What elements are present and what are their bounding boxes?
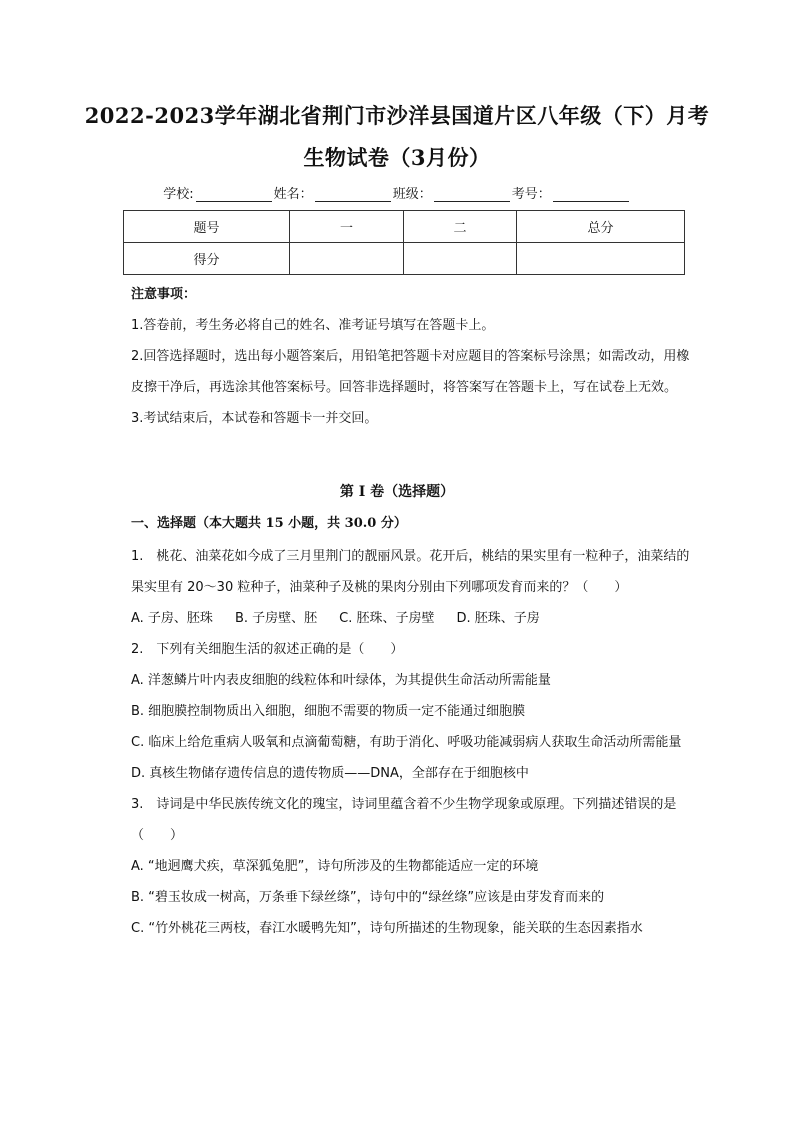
name-blank [315, 187, 391, 202]
question-list [131, 541, 697, 944]
question-3 [131, 789, 697, 944]
option-a: A. 洋葱鳞片叶内表皮细胞的线粒体和叶绿体，为其提供生命活动所需能量 [131, 673, 551, 688]
option-a: A. “地迥鹰犬疾，草深狐兔肥”，诗句所涉及的生物都能适应一定的环境 [131, 859, 539, 874]
class-field [393, 186, 512, 204]
option-b: B. “碧玉妆成一树高，万条垂下绿丝绦”，诗句中的“绿丝绦”应该是由芽发育而来的 [131, 890, 605, 905]
school-field [163, 186, 273, 204]
question-1 [131, 541, 697, 634]
score-table [123, 210, 685, 275]
score-table-score-row [124, 243, 685, 275]
school-label: 学校: [163, 187, 194, 202]
question-stem: 1. 桃花、油菜花如今成了三月里荆门的靓丽风景。花开后，桃结的果实里有一粒种子，油菜结的果实里有 20～30 粒种子，油菜种子及桃的果肉分别由下列哪项发育而来的？（ ） [131, 549, 690, 595]
notice-item-2: 2.回答选择题时，选出每小题答案后，用铅笔把答题卡对应题目的答案标号涂黑；如需改动，用橡皮擦干净后，再选涂其他答案标号。回答非选择题时，将答案写在答题卡上，写在试卷上无效。 [131, 349, 690, 395]
option-a: A. 子房、胚珠 [131, 611, 213, 626]
exam-title-line2: 生物试卷（3月份） [303, 145, 491, 170]
question-stem: 2. 下列有关细胞生活的叙述正确的是（ ） [131, 642, 404, 657]
notice-heading: 注意事项： [131, 287, 197, 302]
score-cell-part2-value [404, 243, 517, 275]
name-label: 姓名： [273, 187, 313, 202]
section-title: 第 I 卷（选择题） [339, 484, 455, 500]
option-d: D. 真核生物储存遗传信息的遗传物质——DNA，全部存在于细胞核中 [131, 766, 529, 781]
score-cell-total: 总分 [517, 211, 685, 243]
student-info-row [0, 186, 794, 204]
exam-number-label: 考号： [511, 187, 551, 202]
option-b: B. 细胞膜控制物质出入细胞，细胞不需要的物质一定不能通过细胞膜 [131, 704, 526, 719]
notice-item-3: 3.考试结束后，本试卷和答题卡一并交回。 [131, 411, 378, 426]
score-cell-part2: 二 [404, 211, 517, 243]
option-d: D. 胚珠、子房 [456, 611, 540, 626]
question-stem: 3. 诗词是中华民族传统文化的瑰宝，诗词里蕴含着不少生物学现象或原理。下列描述错误的是（ ） [131, 797, 677, 843]
question-options [131, 603, 697, 634]
option-c: C. “竹外桃花三两枝，春江水暖鸭先知”，诗句所描述的生物现象，能关联的生态因素指水 [131, 921, 643, 936]
option-c: C. 胚珠、子房壁 [339, 611, 435, 626]
exam-title-line1: 2022-2023学年湖北省荆门市沙洋县国道片区八年级（下）月考 [84, 103, 710, 128]
score-cell-part1: 一 [290, 211, 404, 243]
exam-number-field [512, 186, 631, 204]
name-field [274, 186, 393, 204]
class-label: 班级： [392, 187, 432, 202]
school-blank [196, 187, 272, 202]
score-table-header-row [124, 211, 685, 243]
option-c: C. 临床上给危重病人吸氧和点滴葡萄糖，有助于消化、呼吸功能减弱病人获取生命活动所需能量 [131, 735, 682, 750]
score-cell-header-label: 题号 [124, 211, 290, 243]
notice-block [131, 279, 691, 434]
exam-number-blank [553, 187, 629, 202]
score-cell-part1-value [290, 243, 404, 275]
option-b: B. 子房壁、胚 [234, 611, 318, 626]
notice-item-1: 1.答卷前，考生务必将自己的姓名、准考证号填写在答题卡上。 [131, 318, 495, 333]
score-cell-score-label: 得分 [124, 243, 290, 275]
question-2 [131, 634, 697, 789]
score-cell-total-value [517, 243, 685, 275]
class-blank [434, 187, 510, 202]
part-heading: 一、选择题（本大题共 15 小题，共 30.0 分） [131, 516, 407, 531]
